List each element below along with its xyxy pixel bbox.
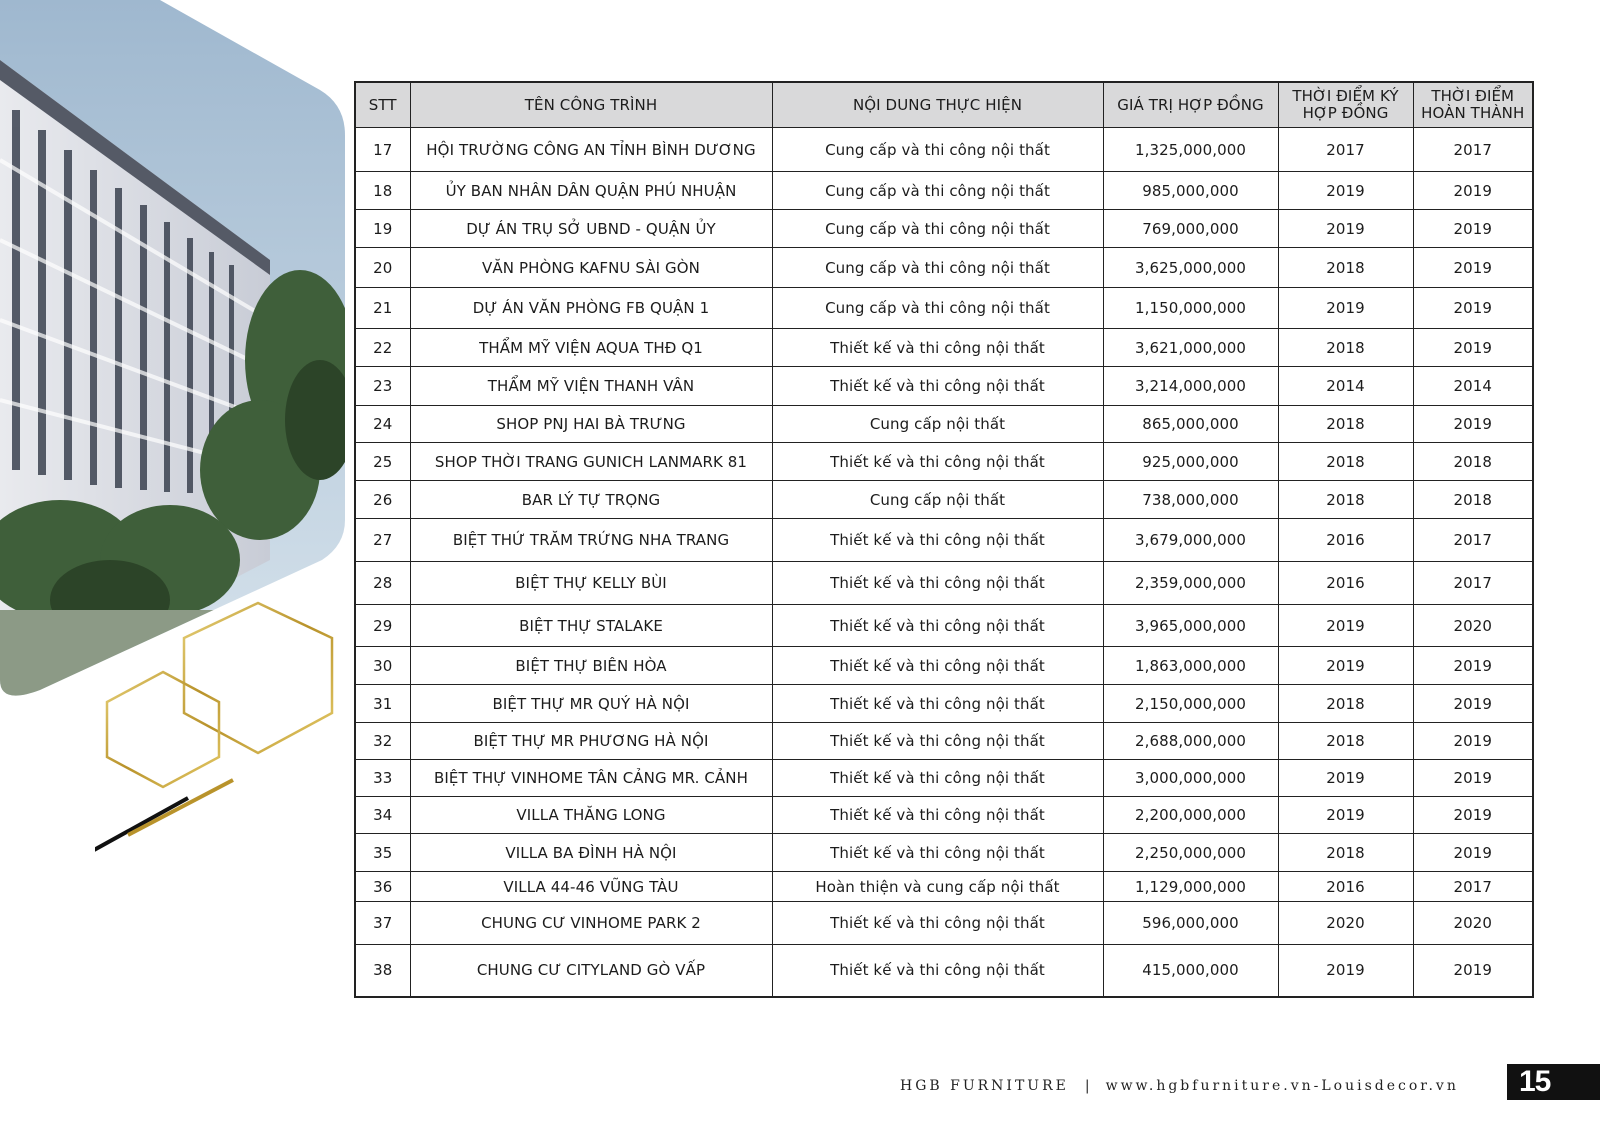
cell-scope: Cung cấp nội thất bbox=[772, 481, 1103, 519]
page-number: 15 bbox=[1507, 1064, 1600, 1100]
projects-table-container bbox=[354, 81, 1532, 998]
cell-completion-year: 2019 bbox=[1413, 760, 1533, 797]
header-signing-date: THỜI ĐIỂM KÝ HỢP ĐỒNG bbox=[1278, 82, 1413, 128]
cell-contract-value: 1,129,000,000 bbox=[1103, 872, 1278, 902]
cell-signing-year: 2018 bbox=[1278, 834, 1413, 872]
cell-completion-year: 2019 bbox=[1413, 723, 1533, 760]
cell-signing-year: 2019 bbox=[1278, 210, 1413, 248]
cell-completion-year: 2020 bbox=[1413, 902, 1533, 945]
cell-project-name: BIỆT THỰ BIÊN HÒA bbox=[410, 647, 772, 685]
table-row bbox=[355, 945, 1533, 997]
cell-contract-value: 1,325,000,000 bbox=[1103, 128, 1278, 172]
cell-stt: 30 bbox=[355, 647, 410, 685]
cell-scope: Thiết kế và thi công nội thất bbox=[772, 797, 1103, 834]
cell-scope: Thiết kế và thi công nội thất bbox=[772, 562, 1103, 605]
cell-signing-year: 2018 bbox=[1278, 481, 1413, 519]
table-row bbox=[355, 443, 1533, 481]
cell-scope: Thiết kế và thi công nội thất bbox=[772, 519, 1103, 562]
cell-signing-year: 2019 bbox=[1278, 288, 1413, 329]
cell-contract-value: 2,688,000,000 bbox=[1103, 723, 1278, 760]
hexagon-decoration bbox=[95, 595, 345, 865]
cell-project-name: SHOP PNJ HAI BÀ TRƯNG bbox=[410, 406, 772, 443]
cell-project-name: BIỆT THỰ STALAKE bbox=[410, 605, 772, 647]
table-row bbox=[355, 406, 1533, 443]
cell-project-name: CHUNG CƯ VINHOME PARK 2 bbox=[410, 902, 772, 945]
header-project-name: TÊN CÔNG TRÌNH bbox=[410, 82, 772, 128]
cell-completion-year: 2018 bbox=[1413, 481, 1533, 519]
cell-project-name: CHUNG CƯ CITYLAND GÒ VẤP bbox=[410, 945, 772, 997]
cell-project-name: THẨM MỸ VIỆN AQUA THĐ Q1 bbox=[410, 329, 772, 367]
cell-project-name: VILLA THĂNG LONG bbox=[410, 797, 772, 834]
cell-scope: Thiết kế và thi công nội thất bbox=[772, 367, 1103, 406]
cell-scope: Thiết kế và thi công nội thất bbox=[772, 647, 1103, 685]
cell-signing-year: 2018 bbox=[1278, 443, 1413, 481]
cell-scope: Cung cấp và thi công nội thất bbox=[772, 210, 1103, 248]
cell-contract-value: 769,000,000 bbox=[1103, 210, 1278, 248]
table-row bbox=[355, 248, 1533, 288]
cell-contract-value: 738,000,000 bbox=[1103, 481, 1278, 519]
cell-scope: Thiết kế và thi công nội thất bbox=[772, 945, 1103, 997]
cell-completion-year: 2019 bbox=[1413, 172, 1533, 210]
cell-scope: Thiết kế và thi công nội thất bbox=[772, 329, 1103, 367]
cell-signing-year: 2019 bbox=[1278, 945, 1413, 997]
cell-completion-year: 2019 bbox=[1413, 685, 1533, 723]
table-row bbox=[355, 902, 1533, 945]
cell-signing-year: 2018 bbox=[1278, 723, 1413, 760]
cell-signing-year: 2019 bbox=[1278, 605, 1413, 647]
cell-signing-year: 2016 bbox=[1278, 519, 1413, 562]
table-row bbox=[355, 367, 1533, 406]
cell-stt: 26 bbox=[355, 481, 410, 519]
cell-contract-value: 3,000,000,000 bbox=[1103, 760, 1278, 797]
footer-website: www.hgbfurniture.vn-Louisdecor.vn bbox=[1105, 1078, 1459, 1094]
cell-contract-value: 925,000,000 bbox=[1103, 443, 1278, 481]
cell-stt: 19 bbox=[355, 210, 410, 248]
cell-project-name: VILLA 44-46 VŨNG TÀU bbox=[410, 872, 772, 902]
cell-stt: 38 bbox=[355, 945, 410, 997]
table-row bbox=[355, 172, 1533, 210]
cell-signing-year: 2018 bbox=[1278, 406, 1413, 443]
cell-scope: Thiết kế và thi công nội thất bbox=[772, 760, 1103, 797]
cell-signing-year: 2018 bbox=[1278, 329, 1413, 367]
cell-completion-year: 2017 bbox=[1413, 128, 1533, 172]
cell-scope: Cung cấp và thi công nội thất bbox=[772, 248, 1103, 288]
cell-signing-year: 2016 bbox=[1278, 562, 1413, 605]
table-row bbox=[355, 481, 1533, 519]
header-stt: STT bbox=[355, 82, 410, 128]
cell-stt: 31 bbox=[355, 685, 410, 723]
cell-project-name: VILLA BA ĐÌNH HÀ NỘI bbox=[410, 834, 772, 872]
cell-scope: Cung cấp nội thất bbox=[772, 406, 1103, 443]
cell-signing-year: 2018 bbox=[1278, 248, 1413, 288]
cell-completion-year: 2020 bbox=[1413, 605, 1533, 647]
cell-completion-year: 2019 bbox=[1413, 210, 1533, 248]
cell-scope: Thiết kế và thi công nội thất bbox=[772, 723, 1103, 760]
table-row bbox=[355, 723, 1533, 760]
cell-completion-year: 2019 bbox=[1413, 647, 1533, 685]
cell-project-name: BIỆT THỰ MR PHƯƠNG HÀ NỘI bbox=[410, 723, 772, 760]
table-row bbox=[355, 128, 1533, 172]
table-row bbox=[355, 872, 1533, 902]
cell-contract-value: 3,965,000,000 bbox=[1103, 605, 1278, 647]
cell-stt: 22 bbox=[355, 329, 410, 367]
cell-signing-year: 2019 bbox=[1278, 760, 1413, 797]
cell-signing-year: 2017 bbox=[1278, 128, 1413, 172]
footer-brand: HGB FURNITURE bbox=[900, 1078, 1069, 1094]
cell-stt: 18 bbox=[355, 172, 410, 210]
cell-stt: 33 bbox=[355, 760, 410, 797]
footer bbox=[900, 1071, 1459, 1101]
cell-contract-value: 985,000,000 bbox=[1103, 172, 1278, 210]
table-row bbox=[355, 605, 1533, 647]
cell-contract-value: 2,150,000,000 bbox=[1103, 685, 1278, 723]
header-completion-date: THỜI ĐIỂM HOÀN THÀNH bbox=[1413, 82, 1533, 128]
cell-scope: Thiết kế và thi công nội thất bbox=[772, 685, 1103, 723]
cell-scope: Cung cấp và thi công nội thất bbox=[772, 288, 1103, 329]
cell-stt: 36 bbox=[355, 872, 410, 902]
table-row bbox=[355, 834, 1533, 872]
cell-stt: 34 bbox=[355, 797, 410, 834]
cell-project-name: BAR LÝ TỰ TRỌNG bbox=[410, 481, 772, 519]
cell-contract-value: 2,250,000,000 bbox=[1103, 834, 1278, 872]
cell-completion-year: 2017 bbox=[1413, 519, 1533, 562]
cell-stt: 35 bbox=[355, 834, 410, 872]
cell-completion-year: 2019 bbox=[1413, 329, 1533, 367]
cell-scope: Hoàn thiện và cung cấp nội thất bbox=[772, 872, 1103, 902]
cell-stt: 23 bbox=[355, 367, 410, 406]
cell-project-name: DỰ ÁN VĂN PHÒNG FB QUẬN 1 bbox=[410, 288, 772, 329]
cell-completion-year: 2019 bbox=[1413, 406, 1533, 443]
projects-table bbox=[354, 81, 1534, 998]
table-row bbox=[355, 797, 1533, 834]
cell-signing-year: 2019 bbox=[1278, 647, 1413, 685]
cell-contract-value: 1,863,000,000 bbox=[1103, 647, 1278, 685]
cell-stt: 37 bbox=[355, 902, 410, 945]
header-scope: NỘI DUNG THỰC HIỆN bbox=[772, 82, 1103, 128]
cell-signing-year: 2014 bbox=[1278, 367, 1413, 406]
cell-completion-year: 2019 bbox=[1413, 797, 1533, 834]
cell-contract-value: 2,200,000,000 bbox=[1103, 797, 1278, 834]
cell-scope: Thiết kế và thi công nội thất bbox=[772, 902, 1103, 945]
footer-separator: | bbox=[1084, 1078, 1090, 1094]
table-header-row bbox=[355, 82, 1533, 128]
cell-contract-value: 3,621,000,000 bbox=[1103, 329, 1278, 367]
cell-project-name: THẨM MỸ VIỆN THANH VÂN bbox=[410, 367, 772, 406]
cell-project-name: ỦY BAN NHÂN DÂN QUẬN PHÚ NHUẬN bbox=[410, 172, 772, 210]
cell-project-name: BIỆT THỰ KELLY BÙI bbox=[410, 562, 772, 605]
cell-stt: 20 bbox=[355, 248, 410, 288]
table-row bbox=[355, 647, 1533, 685]
cell-stt: 29 bbox=[355, 605, 410, 647]
table-row bbox=[355, 685, 1533, 723]
header-contract-value: GIÁ TRỊ HỢP ĐỒNG bbox=[1103, 82, 1278, 128]
cell-contract-value: 865,000,000 bbox=[1103, 406, 1278, 443]
cell-project-name: SHOP THỜI TRANG GUNICH LANMARK 81 bbox=[410, 443, 772, 481]
cell-project-name: BIỆT THỨ TRĂM TRỨNG NHA TRANG bbox=[410, 519, 772, 562]
cell-project-name: HỘI TRƯỜNG CÔNG AN TỈNH BÌNH DƯƠNG bbox=[410, 128, 772, 172]
cell-completion-year: 2017 bbox=[1413, 562, 1533, 605]
cell-contract-value: 596,000,000 bbox=[1103, 902, 1278, 945]
cell-completion-year: 2014 bbox=[1413, 367, 1533, 406]
cell-contract-value: 415,000,000 bbox=[1103, 945, 1278, 997]
cell-completion-year: 2017 bbox=[1413, 872, 1533, 902]
table-row bbox=[355, 288, 1533, 329]
cell-completion-year: 2019 bbox=[1413, 945, 1533, 997]
cell-completion-year: 2019 bbox=[1413, 834, 1533, 872]
cell-completion-year: 2019 bbox=[1413, 288, 1533, 329]
cell-signing-year: 2019 bbox=[1278, 797, 1413, 834]
cell-scope: Thiết kế và thi công nội thất bbox=[772, 443, 1103, 481]
cell-project-name: VĂN PHÒNG KAFNU SÀI GÒN bbox=[410, 248, 772, 288]
table-row bbox=[355, 210, 1533, 248]
cell-project-name: BIỆT THỰ VINHOME TÂN CẢNG MR. CẢNH bbox=[410, 760, 772, 797]
cell-scope: Cung cấp và thi công nội thất bbox=[772, 172, 1103, 210]
cell-scope: Thiết kế và thi công nội thất bbox=[772, 605, 1103, 647]
table-row bbox=[355, 329, 1533, 367]
cell-signing-year: 2016 bbox=[1278, 872, 1413, 902]
cell-contract-value: 1,150,000,000 bbox=[1103, 288, 1278, 329]
table-row bbox=[355, 760, 1533, 797]
cell-stt: 32 bbox=[355, 723, 410, 760]
cell-stt: 25 bbox=[355, 443, 410, 481]
cell-stt: 27 bbox=[355, 519, 410, 562]
cell-stt: 28 bbox=[355, 562, 410, 605]
cell-signing-year: 2019 bbox=[1278, 172, 1413, 210]
cell-contract-value: 3,625,000,000 bbox=[1103, 248, 1278, 288]
cell-contract-value: 3,214,000,000 bbox=[1103, 367, 1278, 406]
cell-stt: 21 bbox=[355, 288, 410, 329]
cell-scope: Thiết kế và thi công nội thất bbox=[772, 834, 1103, 872]
cell-signing-year: 2020 bbox=[1278, 902, 1413, 945]
cell-contract-value: 2,359,000,000 bbox=[1103, 562, 1278, 605]
table-row bbox=[355, 519, 1533, 562]
cell-completion-year: 2019 bbox=[1413, 248, 1533, 288]
cell-contract-value: 3,679,000,000 bbox=[1103, 519, 1278, 562]
cell-stt: 17 bbox=[355, 128, 410, 172]
cell-signing-year: 2018 bbox=[1278, 685, 1413, 723]
cell-stt: 24 bbox=[355, 406, 410, 443]
cell-scope: Cung cấp và thi công nội thất bbox=[772, 128, 1103, 172]
cell-project-name: DỰ ÁN TRỤ SỞ UBND - QUẬN ỦY bbox=[410, 210, 772, 248]
cell-project-name: BIỆT THỰ MR QUÝ HÀ NỘI bbox=[410, 685, 772, 723]
cell-completion-year: 2018 bbox=[1413, 443, 1533, 481]
table-row bbox=[355, 562, 1533, 605]
